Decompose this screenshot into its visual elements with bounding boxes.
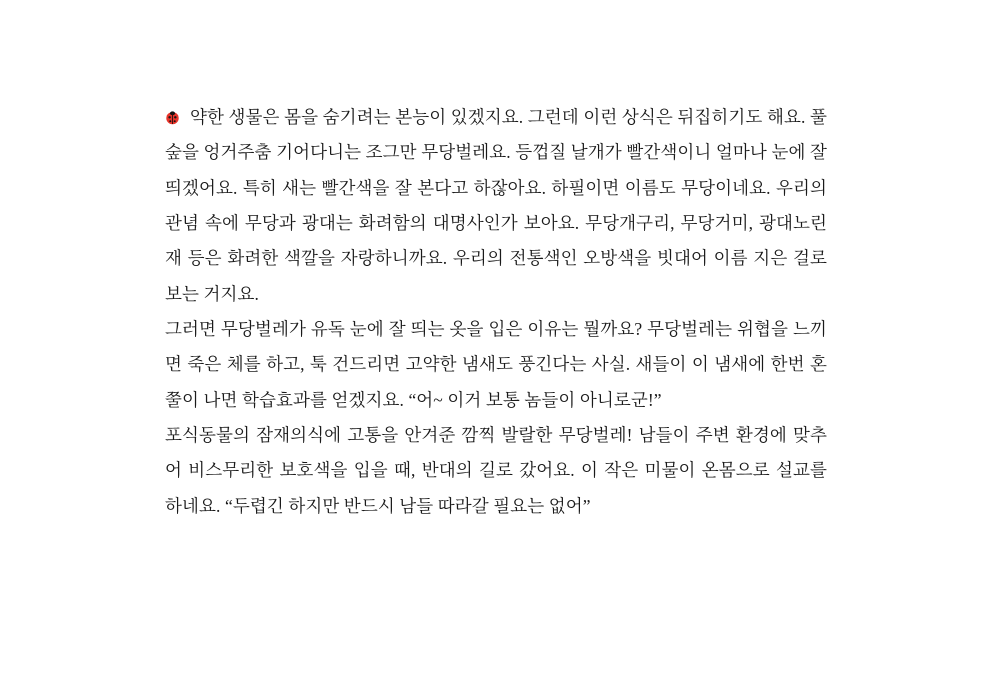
paragraph-3: 포식동물의 잠재의식에 고통을 안겨준 깜찍 발랄한 무당벌레! 남들이 주변 환경에 맞추어 비스무리한 보호색을 입을 때, 반대의 길로 갔어요. 이 작은 미물이 온몸으로 설교를 하네요. “두렵긴 하지만 반드시 남들 따라갈 필요는 없어” xyxy=(165,425,827,516)
ladybug-icon xyxy=(165,110,180,125)
document-body xyxy=(165,100,827,524)
paragraph-1 xyxy=(165,100,827,312)
paragraph-2: 그러면 무당벌레가 유독 눈에 잘 띄는 옷을 입은 이유는 뭘까요? 무당벌레는 위협을 느끼면 죽은 체를 하고, 툭 건드리면 고약한 냄새도 풍긴다는 사실. 새들이 이 냄새에 한번 혼쭐이 나면 학습효과를 얻겠지요. “어~ 이거 보통 놈들이 아니로군!” xyxy=(165,319,827,410)
paragraph-1-text: 약한 생물은 몸을 숨기려는 본능이 있겠지요. 그런데 이런 상식은 뒤집히기도 해요. 풀숲을 엉거주춤 기어다니는 조그만 무당벌레요. 등껍질 날개가 빨간색이니 얼마나 눈에 잘 띄겠어요. 특히 새는 빨간색을 잘 본다고 하잖아요. 하필이면 이름도 무당이네요. 우리의 관념 속에 무당과 광대는 화려함의 대명사인가 보아요. 무당개구리, 무당거미, 광대노린재 등은 화려한 색깔을 자랑하니까요. 우리의 전통색인 오방색을 빗대어 이름 지은 걸로 보는 거지요. xyxy=(165,107,827,304)
